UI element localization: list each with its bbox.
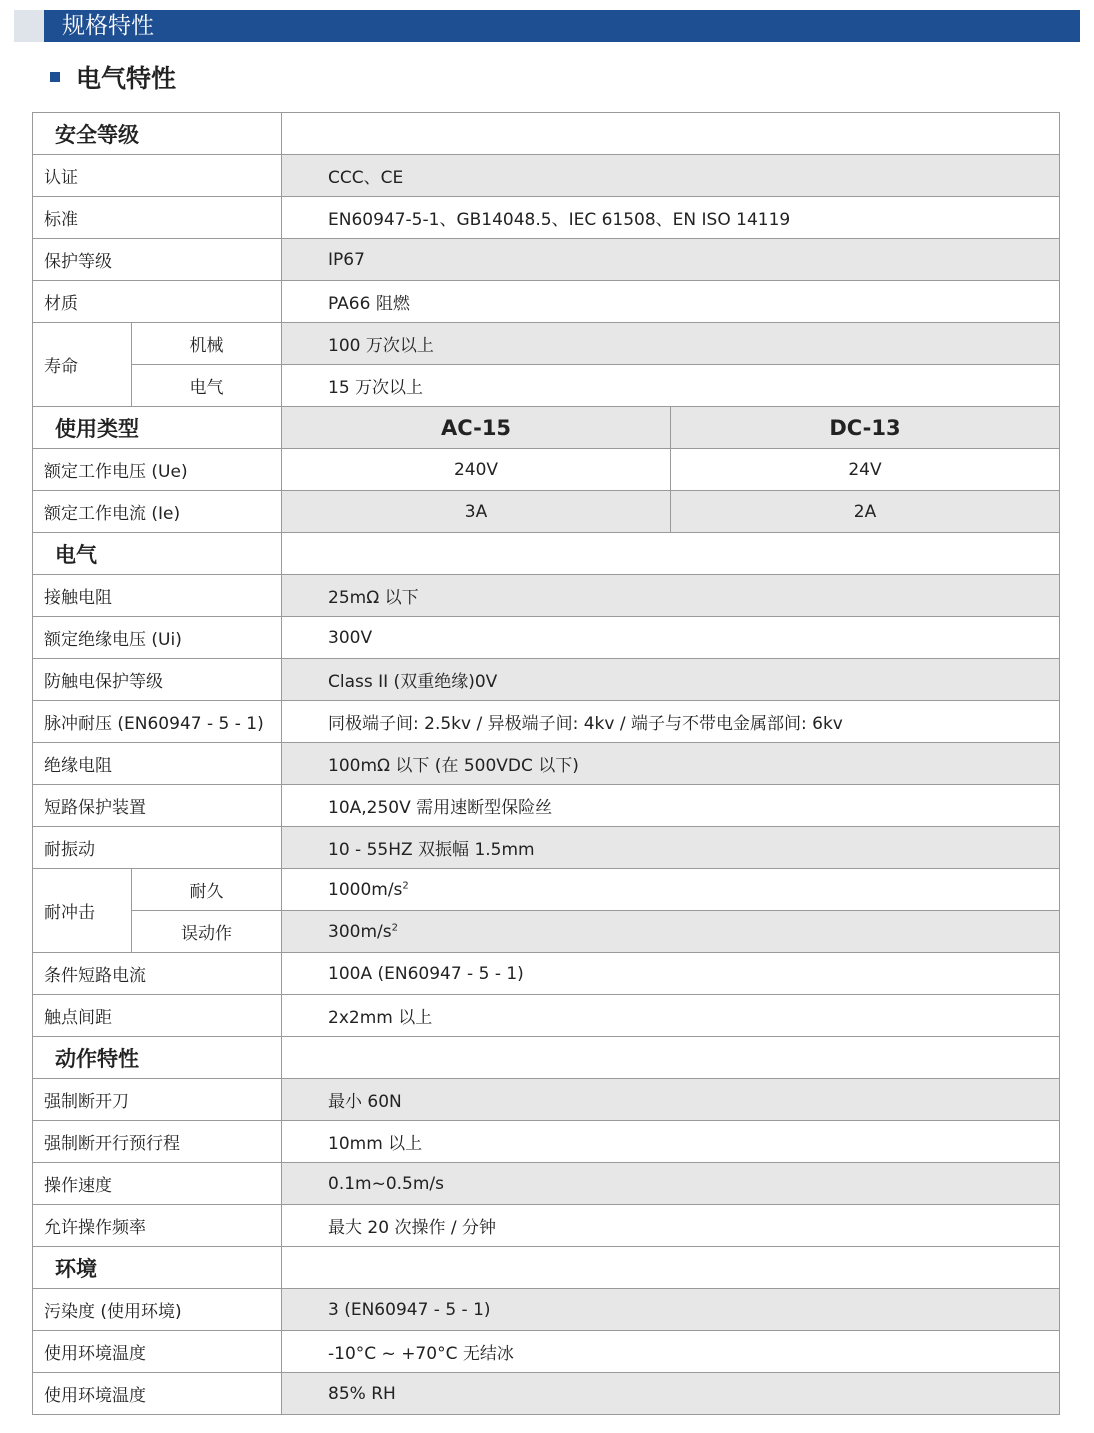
table-row <box>33 155 1060 197</box>
row-value: 最大 20 次操作 / 分钟 <box>282 1205 1060 1247</box>
category-title: 环境 <box>33 1247 282 1289</box>
table-row <box>33 953 1060 995</box>
table-row <box>33 365 1060 407</box>
row-value <box>282 911 1060 953</box>
row-value: -10°C ~ +70°C 无结冰 <box>282 1331 1060 1373</box>
table-row <box>33 827 1060 869</box>
table-row <box>33 701 1060 743</box>
header-cap <box>14 10 44 42</box>
square-bullet-icon <box>50 72 60 82</box>
superscript: 2 <box>402 879 409 891</box>
row-value: 24V <box>671 449 1060 491</box>
row-value: 2x2mm 以上 <box>282 995 1060 1037</box>
row-value: 10A,250V 需用速断型保险丝 <box>282 785 1060 827</box>
section-heading <box>50 62 176 92</box>
table-row <box>33 1289 1060 1331</box>
row-label: 污染度 (使用环境) <box>33 1289 282 1331</box>
table-row <box>33 281 1060 323</box>
row-label: 额定工作电压 (Ue) <box>33 449 282 491</box>
row-value: 10 - 55HZ 双振幅 1.5mm <box>282 827 1060 869</box>
value-text: 1000m/s <box>328 879 403 900</box>
table-row <box>33 869 1060 911</box>
row-label: 耐振动 <box>33 827 282 869</box>
row-label: 接触电阻 <box>33 575 282 617</box>
sub-label: 机械 <box>132 323 282 365</box>
row-label: 耐冲击 <box>33 869 132 953</box>
row-value: 3A <box>282 491 671 533</box>
column-header: DC-13 <box>671 407 1060 449</box>
row-label: 材质 <box>33 281 282 323</box>
table-row <box>33 785 1060 827</box>
category-row <box>33 407 1060 449</box>
row-label: 防触电保护等级 <box>33 659 282 701</box>
row-label: 额定绝缘电压 (Ui) <box>33 617 282 659</box>
row-value: Class II (双重绝缘)0V <box>282 659 1060 701</box>
row-value: 2A <box>671 491 1060 533</box>
category-row <box>33 1037 1060 1079</box>
table-row <box>33 743 1060 785</box>
row-value: 240V <box>282 449 671 491</box>
category-row <box>33 113 1060 155</box>
row-label: 条件短路电流 <box>33 953 282 995</box>
table-row <box>33 659 1060 701</box>
category-row <box>33 533 1060 575</box>
table-row <box>33 575 1060 617</box>
spec-table <box>32 112 1060 1415</box>
row-value: CCC、CE <box>282 155 1060 197</box>
row-label: 寿命 <box>33 323 132 407</box>
table-row <box>33 491 1060 533</box>
row-label: 标准 <box>33 197 282 239</box>
table-row <box>33 449 1060 491</box>
category-row <box>33 1247 1060 1289</box>
row-value: 100A (EN60947 - 5 - 1) <box>282 953 1060 995</box>
row-label: 脉冲耐压 (EN60947 - 5 - 1) <box>33 701 282 743</box>
row-value: 100mΩ 以下 (在 500VDC 以下) <box>282 743 1060 785</box>
row-value: 最小 60N <box>282 1079 1060 1121</box>
row-label: 绝缘电阻 <box>33 743 282 785</box>
row-value: 同极端子间: 2.5kv / 异极端子间: 4kv / 端子与不带电金属部间: 6kv <box>282 701 1060 743</box>
row-label: 使用环境温度 <box>33 1373 282 1415</box>
row-value: EN60947-5-1、GB14048.5、IEC 61508、EN ISO 14119 <box>282 197 1060 239</box>
row-value <box>282 869 1060 911</box>
sub-label: 误动作 <box>132 911 282 953</box>
row-value: PA66 阻燃 <box>282 281 1060 323</box>
section-title: 电气特性 <box>76 64 177 93</box>
row-value: 300V <box>282 617 1060 659</box>
table-row <box>33 617 1060 659</box>
row-label: 允许操作频率 <box>33 1205 282 1247</box>
category-title: 电气 <box>33 533 282 575</box>
table-row <box>33 911 1060 953</box>
row-value: 10mm 以上 <box>282 1121 1060 1163</box>
value-text: 300m/s <box>328 921 392 942</box>
table-row <box>33 239 1060 281</box>
row-label: 保护等级 <box>33 239 282 281</box>
table-row <box>33 995 1060 1037</box>
category-title: 安全等级 <box>33 113 282 155</box>
row-value: 0.1m~0.5m/s <box>282 1163 1060 1205</box>
table-row <box>33 1373 1060 1415</box>
table-row <box>33 1121 1060 1163</box>
row-label: 强制断开行预行程 <box>33 1121 282 1163</box>
header-bar <box>14 10 1080 42</box>
table-row <box>33 1331 1060 1373</box>
row-value: 25mΩ 以下 <box>282 575 1060 617</box>
superscript: 2 <box>391 921 398 933</box>
table-row <box>33 197 1060 239</box>
sub-label: 耐久 <box>132 869 282 911</box>
row-label: 触点间距 <box>33 995 282 1037</box>
row-label: 短路保护装置 <box>33 785 282 827</box>
table-row <box>33 1163 1060 1205</box>
table-row <box>33 1079 1060 1121</box>
row-value: 85% RH <box>282 1373 1060 1415</box>
page-title: 规格特性 <box>62 13 154 39</box>
row-value: 100 万次以上 <box>282 323 1060 365</box>
row-value: IP67 <box>282 239 1060 281</box>
category-title: 动作特性 <box>33 1037 282 1079</box>
row-label: 额定工作电流 (Ie) <box>33 491 282 533</box>
row-label: 强制断开刀 <box>33 1079 282 1121</box>
column-header: AC-15 <box>282 407 671 449</box>
sub-label: 电气 <box>132 365 282 407</box>
row-label: 操作速度 <box>33 1163 282 1205</box>
row-value: 3 (EN60947 - 5 - 1) <box>282 1289 1060 1331</box>
table-row <box>33 1205 1060 1247</box>
row-value: 15 万次以上 <box>282 365 1060 407</box>
row-label: 使用环境温度 <box>33 1331 282 1373</box>
row-label: 认证 <box>33 155 282 197</box>
category-title: 使用类型 <box>33 407 282 449</box>
table-row <box>33 323 1060 365</box>
